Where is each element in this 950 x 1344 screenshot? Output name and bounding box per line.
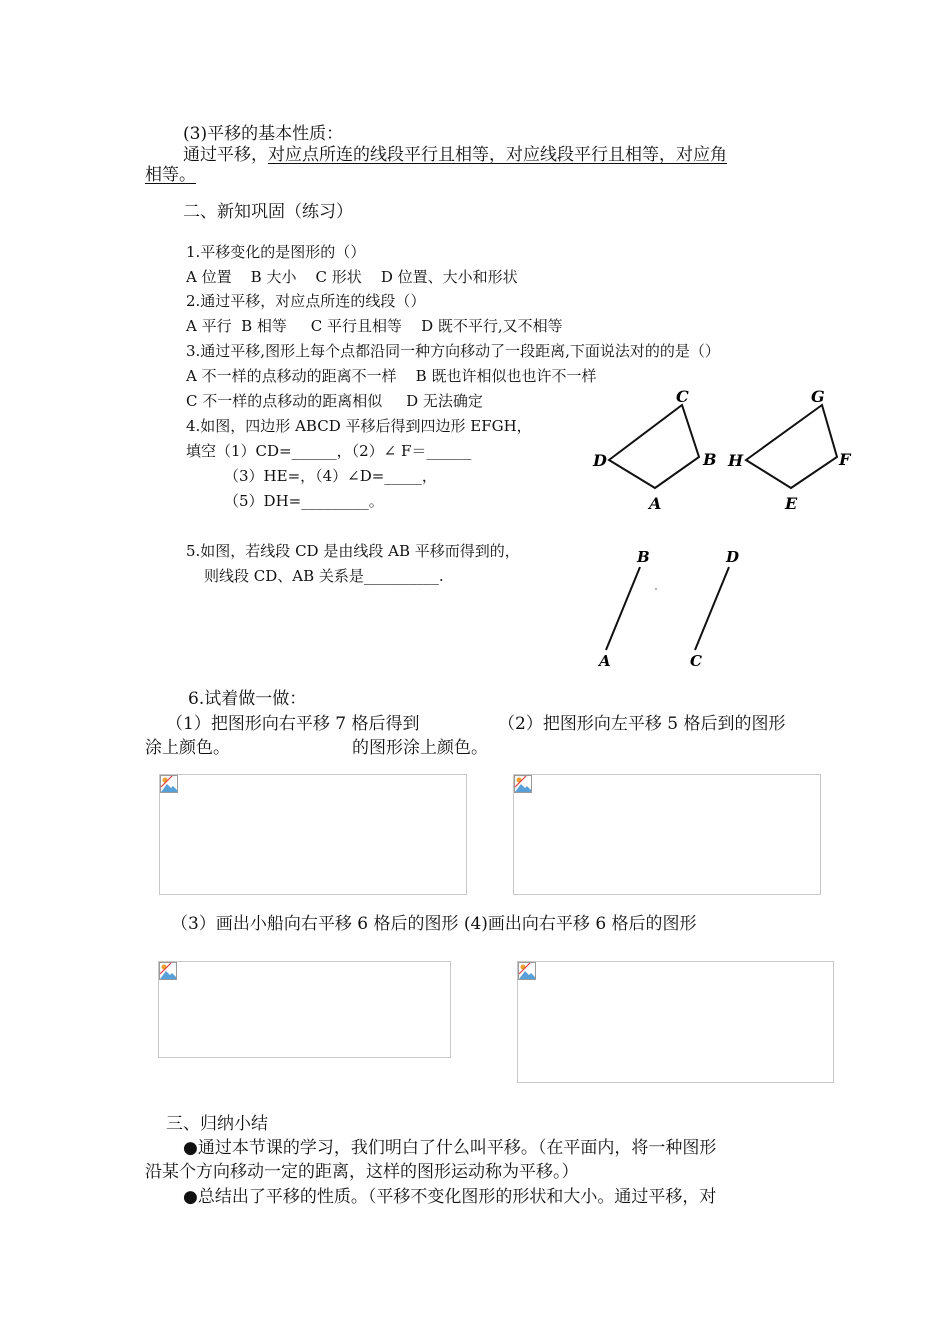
- question-5-line-2: 则线段 CD、AB 关系是__________.: [204, 567, 444, 585]
- question-6-1-line-2: 涂上颜色。: [145, 738, 230, 758]
- label-b-seg: B: [637, 548, 650, 566]
- question-1-options: A 位置 B 大小 C 形状 D 位置、大小和形状: [186, 268, 518, 286]
- segment-ab: [606, 567, 640, 650]
- label-d-seg: D: [726, 548, 740, 566]
- image-placeholder-2: [513, 774, 821, 895]
- image-placeholder-1: [159, 774, 467, 895]
- quadrilateral-efgh: [746, 405, 837, 488]
- image-placeholder-3: [158, 961, 451, 1058]
- summary-heading: 三、归纳小结: [166, 1114, 268, 1134]
- question-6-1-line-1: （1）把图形向右平移 7 格后得到: [166, 714, 420, 734]
- property-line-1-prefix: 通过平移，: [183, 145, 268, 165]
- label-h: H: [728, 451, 744, 470]
- label-c-seg: C: [690, 652, 702, 670]
- label-e: E: [785, 494, 798, 513]
- question-3: 3.通过平移,图形上每个点都沿同一种方向移动了一段距离,下面说法对的的是（）: [186, 342, 720, 360]
- broken-image-icon: [159, 962, 177, 980]
- question-6-3-4: （3）画出小船向右平移 6 格后的图形 (4)画出向右平移 6 格后的图形: [171, 914, 697, 934]
- broken-image-icon: [160, 775, 178, 793]
- label-f: F: [839, 450, 851, 469]
- quadrilateral-figure: [585, 385, 865, 515]
- property-heading: (3)平移的基本性质：: [183, 124, 344, 144]
- broken-image-icon: [518, 962, 536, 980]
- question-3-options-ab: A 不一样的点移动的距离不一样 B 既也许相似也也许不一样: [186, 367, 597, 385]
- segment-figure: [590, 545, 750, 675]
- question-6-2-line-1: （2）把图形向左平移 5 格后到的图形: [498, 714, 786, 734]
- question-4-line-4: （5）DH=_________。: [224, 492, 384, 510]
- summary-p1-line-1: ●通过本节课的学习，我们明白了什么叫平移。（在平面内，将一种图形: [183, 1138, 717, 1158]
- label-a: A: [649, 494, 662, 513]
- label-g: G: [811, 387, 825, 406]
- label-a-seg: A: [599, 652, 611, 670]
- question-6-heading: 6.试着做一做：: [188, 689, 307, 709]
- practice-heading: 二、新知巩固（练习）: [183, 202, 353, 222]
- segment-cd: [695, 567, 729, 650]
- image-placeholder-4: [517, 961, 834, 1083]
- question-5-line-1: 5.如图，若线段 CD 是由线段 AB 平移而得到的，: [186, 542, 520, 560]
- question-4-line-3: （3）HE=，（4）∠D=_____，: [224, 467, 437, 485]
- label-c: C: [676, 387, 689, 406]
- question-1: 1.平移变化的是图形的（）: [186, 243, 366, 261]
- property-line-1-underlined: 对应点所连的线段平行且相等，对应线段平行且相等，对应角: [268, 145, 727, 165]
- broken-image-icon: [514, 775, 532, 793]
- summary-p2-line-1: ●总结出了平移的性质。（平移不变化图形的形状和大小。通过平移，对: [183, 1187, 717, 1207]
- question-2-options: A 平行 B 相等 C 平行且相等 D 既不平行,又不相等: [186, 317, 563, 335]
- stray-dot: [655, 588, 657, 590]
- question-2: 2.通过平移，对应点所连的线段（）: [186, 292, 426, 310]
- question-3-options-cd: C 不一样的点移动的距离相似 D 无法确定: [186, 392, 483, 410]
- label-d: D: [593, 451, 607, 470]
- question-4-line-2: 填空（1）CD=______，（2）∠ F＝______: [186, 442, 472, 460]
- quadrilateral-abcd: [609, 405, 699, 488]
- question-6-2-line-2: 的图形涂上颜色。: [352, 738, 488, 758]
- label-b: B: [703, 450, 717, 469]
- question-4-line-1: 4.如图，四边形 ABCD 平移后得到四边形 EFGH，: [186, 417, 532, 435]
- property-line-2: 相等。: [145, 165, 196, 185]
- summary-p1-line-2: 沿某个方向移动一定的距离，这样的图形运动称为平移。）: [145, 1162, 579, 1182]
- property-line-1: [183, 145, 727, 165]
